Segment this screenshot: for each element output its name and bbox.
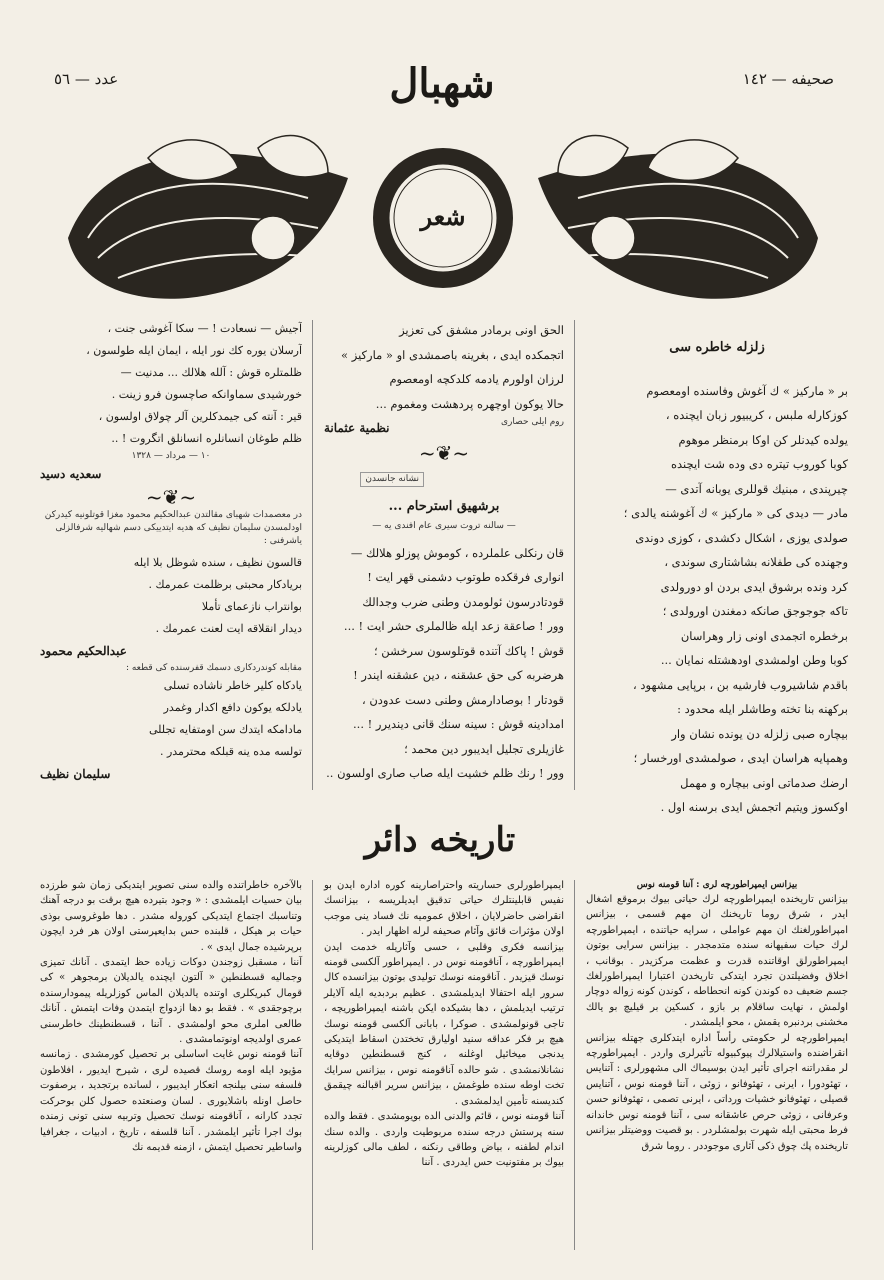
poem-column-middle: [324, 318, 564, 786]
poem-line: بركهنه بنا تخته وطاشلر ايله محدود :: [677, 702, 848, 716]
poem-line: ظلمتلره قوش : آلله هلالك ... مدنيت —: [120, 366, 302, 379]
column-divider: [574, 880, 575, 1250]
flourish-divider: ~❦~: [145, 485, 197, 509]
author-signature: نظمية عثمانة: [324, 421, 390, 435]
poem-line: آرسلان يوره كك نور ايله ، ايمان ايله طولسون ،: [86, 344, 302, 357]
column-divider: [312, 320, 313, 790]
poem-line: الحق اونى برمادر مشفق كى تعزيز: [399, 323, 564, 337]
article-column-left: [40, 878, 302, 1155]
poem-line: مادر — ديدى كى « ماركيز » ك آغوشنه يالدى ؛: [623, 506, 848, 520]
poem-line: بريادكار محبتى برظلمت عمرمك .: [148, 578, 302, 591]
decorative-banner: [58, 118, 828, 308]
article-paragraph: آننا ، مسقبل زوجندن دوكات زياده حظ ايتمدى . آنانك تميزى وجماليه قسطنطين « آلتون ايچنده يالديلان برمجوهر » كى قومال كبريكلرى اوتنده يالديلان الماس كوزلريله پيمودارسنده برچوجقدى » . فقط بو دها ازدواج ايتمدن وفات ايتمش . آنانك طالعى املرى محو اولمشدى . آننا ، قسطنطينك خاطرسنى عمرى اولديجه اونوتمامشدى .: [40, 957, 302, 1046]
poem-line: يادكاه كلير خاطر ناشاده تسلى: [163, 679, 302, 692]
poem-line: قوش ! پاكك آتنده قوتلوسون سرخشن ؛: [374, 643, 564, 658]
poem-line: قودتادرسون ئولومدن وطنى ضرب وجدالك: [362, 594, 564, 609]
author-signature: سليمان نظيف: [40, 767, 111, 781]
poem-line: كوبا كوروب تيتره دى وده شت ايچنده: [670, 457, 848, 471]
page-header: [40, 60, 844, 110]
column-divider: [574, 320, 575, 790]
poem-line: وور ! صاعقة زعد ايله ظالملرى حشر ايت ! ...: [343, 619, 564, 633]
article-paragraph: آننا قومنه نوس غايت اساسلى بر تحصيل كورمشدى . زمانسه مؤيود ايله اومه روسك قصيده لرى ، شيرح ايديور ، افلاطون فلسفه سنى بيلنجه اتعكار ايديبور ، لسانده برتجديد ، برصفوت حاصل اونله باشلايورى . لسان وصنعتده حصول كلن بوحركت تجدد كارانه ، آناقومنه نوسك تحصيل وتربيه سنى تونى زمنده بوك اجرا تأثير ايلمشدر . آننا قلسفه ، تاريخ ، ادبيات ، جغرافيا واساطير تحصيل ايتمش ، ازمنه قديمه نك: [40, 1049, 302, 1153]
article-paragraph: آننا قومنه نوس ، قائم والدنى الده بويومشدى . فقط والده سنه پرستش درجه سنده مربوطيت واردى . والده سنك اندام لطفنه ، بياض وطاقى رنكنه ، لطف مالى كوزلرينه بيوك بر مفتونيت حس ايدردى . آننا: [324, 1111, 564, 1169]
poem-line: وجهنده كى طفلانه بشاشتارى سوندى ،: [664, 555, 848, 569]
column-divider: [312, 880, 313, 1250]
poem-line: قان رنكلى علملرده ، كوموش پوزلو هلالك —: [350, 545, 564, 560]
poem-line: حالا يوكون اوچهره پردهشت ومغموم ...: [375, 396, 564, 411]
article-column-middle: [324, 878, 564, 1171]
article-paragraph: ايمپراطورچه لر حكومتى رأساً اداره ايتدكلرى جهتله بيزانس انقراضنده واستيلالرك پيوكبيوله تأثيرلرى واردر . ايمپراطورچه لر مقدراتنه اجراى تأثير ايدن بوسيماك الى مشهورلرى : آتنايس ، تهئودورا ، ايرنى ، تهئوفانو ، زوئى ، آننا قومنه نوس ، آتنايس قصيلى ، تهئوفانو خشيات ورداتى ، ايرنى تصمى ، تهئوفانو حسن وعرفانى ، زوئى حرص عاشقانه سى ، آننا قومنه نوس خاندانه فرط محبتى ايله شهرت بولمشلردر . بو قصيت ووضيتلر بيزانس تاريخنده پك چوق ذكى آثارى موجوددر . روما شرق: [586, 1032, 848, 1152]
article-subheading: بيزانس ايمپراطورچه لرى : آننا قومنه نوس: [636, 880, 798, 890]
poem-line: اتجمكده ايدى ، بغرينه باصمشدى او « ماركيز »: [341, 347, 564, 362]
article-paragraph: بيزانس تاريخنده ايمپراطورچه لرك حياتى بيوك برموقع اشغال ايدر ، شرق روما تاريخنك ان مهم قسمى ، بيزانس امپراطورلغنك ان مهم عواملى ، سرايه حياتنده ، ايمپراطورچه لرك حيات سفيهانه سنده متدمجدر . بيزانس سرايى بوتون ايمپراطورلق اوقاتنده قدرت و عظمت مركزيدر . بوقانب ، اخلاق وفضيلتدن تجرد ايتدكى تاريخدن اعتبارا ايمپراطورلغك جسم ضعيف ده كوندن كونه انحطاطه ، كوندن كونه زواله دوچار اولمش ، نهايت ساقلام بر بازو ، كسكين بر قيليچ بو يالك مخشنى بردنبره يقمش ، محو ايلمشدر .: [586, 894, 848, 1029]
poem-line: تولسه مده ينه قبلكه محترمدر .: [159, 745, 302, 758]
article-paragraph: بيزانسه فكرى وقلبى ، حسى وآثاريله خدمت ايدن ايمپراطورچه ، آناقومنه نوس در . ايمپراطور آلكسى قومنه نوسك قيزيدر . آناقومنه نوسك توليدى بوتون بيزانسده كال سرور ايله احتفالا ايديلمشدى . عظيم بردبديه ايله آلايلر ترتيب ايديلمش ، دها بشيكده ايكن باشنه ايمپراطوريچه ، تاجى قونولمشدى . صوكرا ، بابانى آلكسى قومنه نوسك هيچ بر فكر عداقه سنيد اوليارق تخختدن اسقاط ايتديكى يدنجى ميخائيل اوغلنه ، كنج قسطنطين دوقايه نشانلانمشدى . شو حالده آناقومنه نوس ، بيزانس سرايك تخت اوطه سنده طوغمش ، بيزانس سرير اقبالنه چيقمق كنديسنه تأمين ايدلمشدى .: [324, 941, 564, 1107]
poem-line: برخطره اتجمدى اونى زار وهراسان: [680, 628, 848, 643]
flourish-divider: ~❦~: [418, 440, 470, 465]
article-title: تاريخه دائر: [364, 820, 516, 860]
poem-line: بوانتراب نازعماى تأملا: [201, 600, 302, 613]
page-number: صحيفه — ١٤٢: [742, 70, 834, 88]
poem-column-right: [586, 336, 848, 820]
place-note: روم ايلى حصارى: [501, 417, 564, 427]
poem-line: ارضك صدماتى اونى بيچاره و مهمل: [680, 775, 848, 790]
poem-line: غازيلرى تجليل ايديبور دين محمد ؛: [404, 741, 564, 756]
poem-line: باقدم شاشيروب فارشيه بن ، برپايى مشهود ،: [633, 677, 848, 692]
poem-line: خورشيدى سماوانكه صاچسون فرو زينت .: [111, 388, 302, 401]
poem-line: قالسون نظيف ، سنده شوظل بلا ايله: [133, 556, 302, 569]
poem-line: اوكسوز ويتيم اتجمش ايدى برسنه اول .: [660, 800, 848, 814]
poem-line: كوزكارله ملبس ، كريبيور زبان ايچنده ،: [665, 408, 848, 422]
issue-number: عدد — ٥٦: [54, 70, 119, 88]
poem-line: وهمپايه هراسان ايدى ، صولمشدى اورخسار ؛: [633, 751, 848, 765]
poem-line: وور ! رنك ظلم خشيت ايله صاب صارى اولسون ..: [326, 766, 564, 780]
poem-line: آجيش — نسعادت ! — سكا آغوشى جنت ،: [107, 322, 302, 335]
article-paragraph: بالآخره خاطراتنده والده سنى تصوير ايتديكى زمان شو طرزده بيان حسيات ايلمشدى : « وجود بتيرده هيچ برقت بو درجه آهنك وتناسبك اجتماع ايتديكى كوروله مشدر . دها طوغروسى بوذى حيات بر هيكل ، قلبنده حس بدايعپرستى اولان هر فرد ايچون برپرشيده جمال ايدى » .: [40, 880, 302, 953]
intro-note: در معصمدات شهباى مقالتدن عبدالحكيم محمود مغزا قوتلونيه كيدركن اودلمسدن سليمان نظيف كه هديه ايتدييكى دسم شهاليه شرفالزلى ياشرفنى :: [44, 510, 302, 546]
poem-line: ديدار انقلاقه ايت لعنت عمرمك .: [155, 622, 302, 635]
poem-column-left: [40, 318, 302, 785]
poem-line: مادامكه ايتدك سن اومتفايه تجللى: [149, 723, 302, 736]
poem-line: بر « ماركيز » ك آغوش وفاسنده اومعصوم: [646, 383, 848, 398]
poem-line: چيرپندى ، مبنيك قوللرى يوبانه آتدى —: [665, 481, 848, 496]
masthead-title: شهبال: [389, 60, 495, 107]
article-column-right: [586, 878, 848, 1154]
author-signature: سعديه دسيد: [40, 467, 102, 481]
poem-dedication: — سالنه تروت سيرى عام افندى يه —: [372, 520, 516, 531]
author-signature: عبدالحكيم محمود: [40, 644, 127, 658]
poem-line: ظلم طوغان انسانلره انسانلق اتگروت ! ..: [111, 432, 302, 445]
poem-line: يولده كيدنلر كن اوكا برمنظر موهوم: [678, 432, 848, 447]
poem-line: يادلكه يوكون دافع اكدار وغمدر: [163, 701, 302, 714]
emblem-title: شعر: [420, 202, 466, 231]
poem-line: امدادينه قوش : سينه سنك قانى دينديرر ! ...: [353, 717, 564, 731]
poem-title: زلزله خاطره سى: [669, 340, 765, 355]
section-note: نشانه جانسدن: [360, 472, 424, 487]
poem-line: انوارى فرقكده طوتوب دشمنى قهر ايت !: [367, 570, 564, 584]
poem-line: قير : آنته كى جيمدكلرين آلر چولاق اولسون ،: [98, 410, 302, 423]
poem-date: ١٠ — مرداد — ١٣٢٨: [131, 451, 211, 461]
poem-line: هرضربه كى حق عشقنه ، دين عشقنه ايندر !: [353, 668, 564, 682]
poem-line: تاكه جوجوجق صانكه دمغندن اورولدى ؛: [662, 604, 848, 618]
poem-line: صولدى يوزى ، اشكال دكشدى ، كوزى دوندى: [635, 530, 848, 545]
article-paragraph: ايمپراطورلرى حساريته واحتراصارينه كوره اداره ايدن بو نفيس قابلينتلرك حياتى تدقيق ايديلريسه ، بيزانسك انقراضى حاضرلايان ، اخلاق عموميه نك فساد ينى موجب اولان مؤثرات قائق وآثام صحيفه لرله اظهار ايدر .: [324, 880, 564, 938]
poem-line: قودتار ! بوصادارمش وطنى دست عدودن ،: [361, 692, 564, 707]
intro-note: مقابله كوندردكارى دسمك قفرسنده كى قطعه :: [125, 663, 302, 673]
poem-line: كرد ونده برشوق ايدى بردن او دورولدى: [660, 579, 848, 594]
poem-line: بيچاره صبى زلزله دن يونده نشان وار: [671, 726, 848, 741]
poem-line: لرزان اولورم يادمه كلدكچه اومعصوم: [389, 372, 564, 386]
poem-title: برشهيق استرحام ...: [388, 499, 500, 514]
poem-line: كوبا وطن اولمشدى اودهشتله نمايان ...: [660, 653, 848, 667]
